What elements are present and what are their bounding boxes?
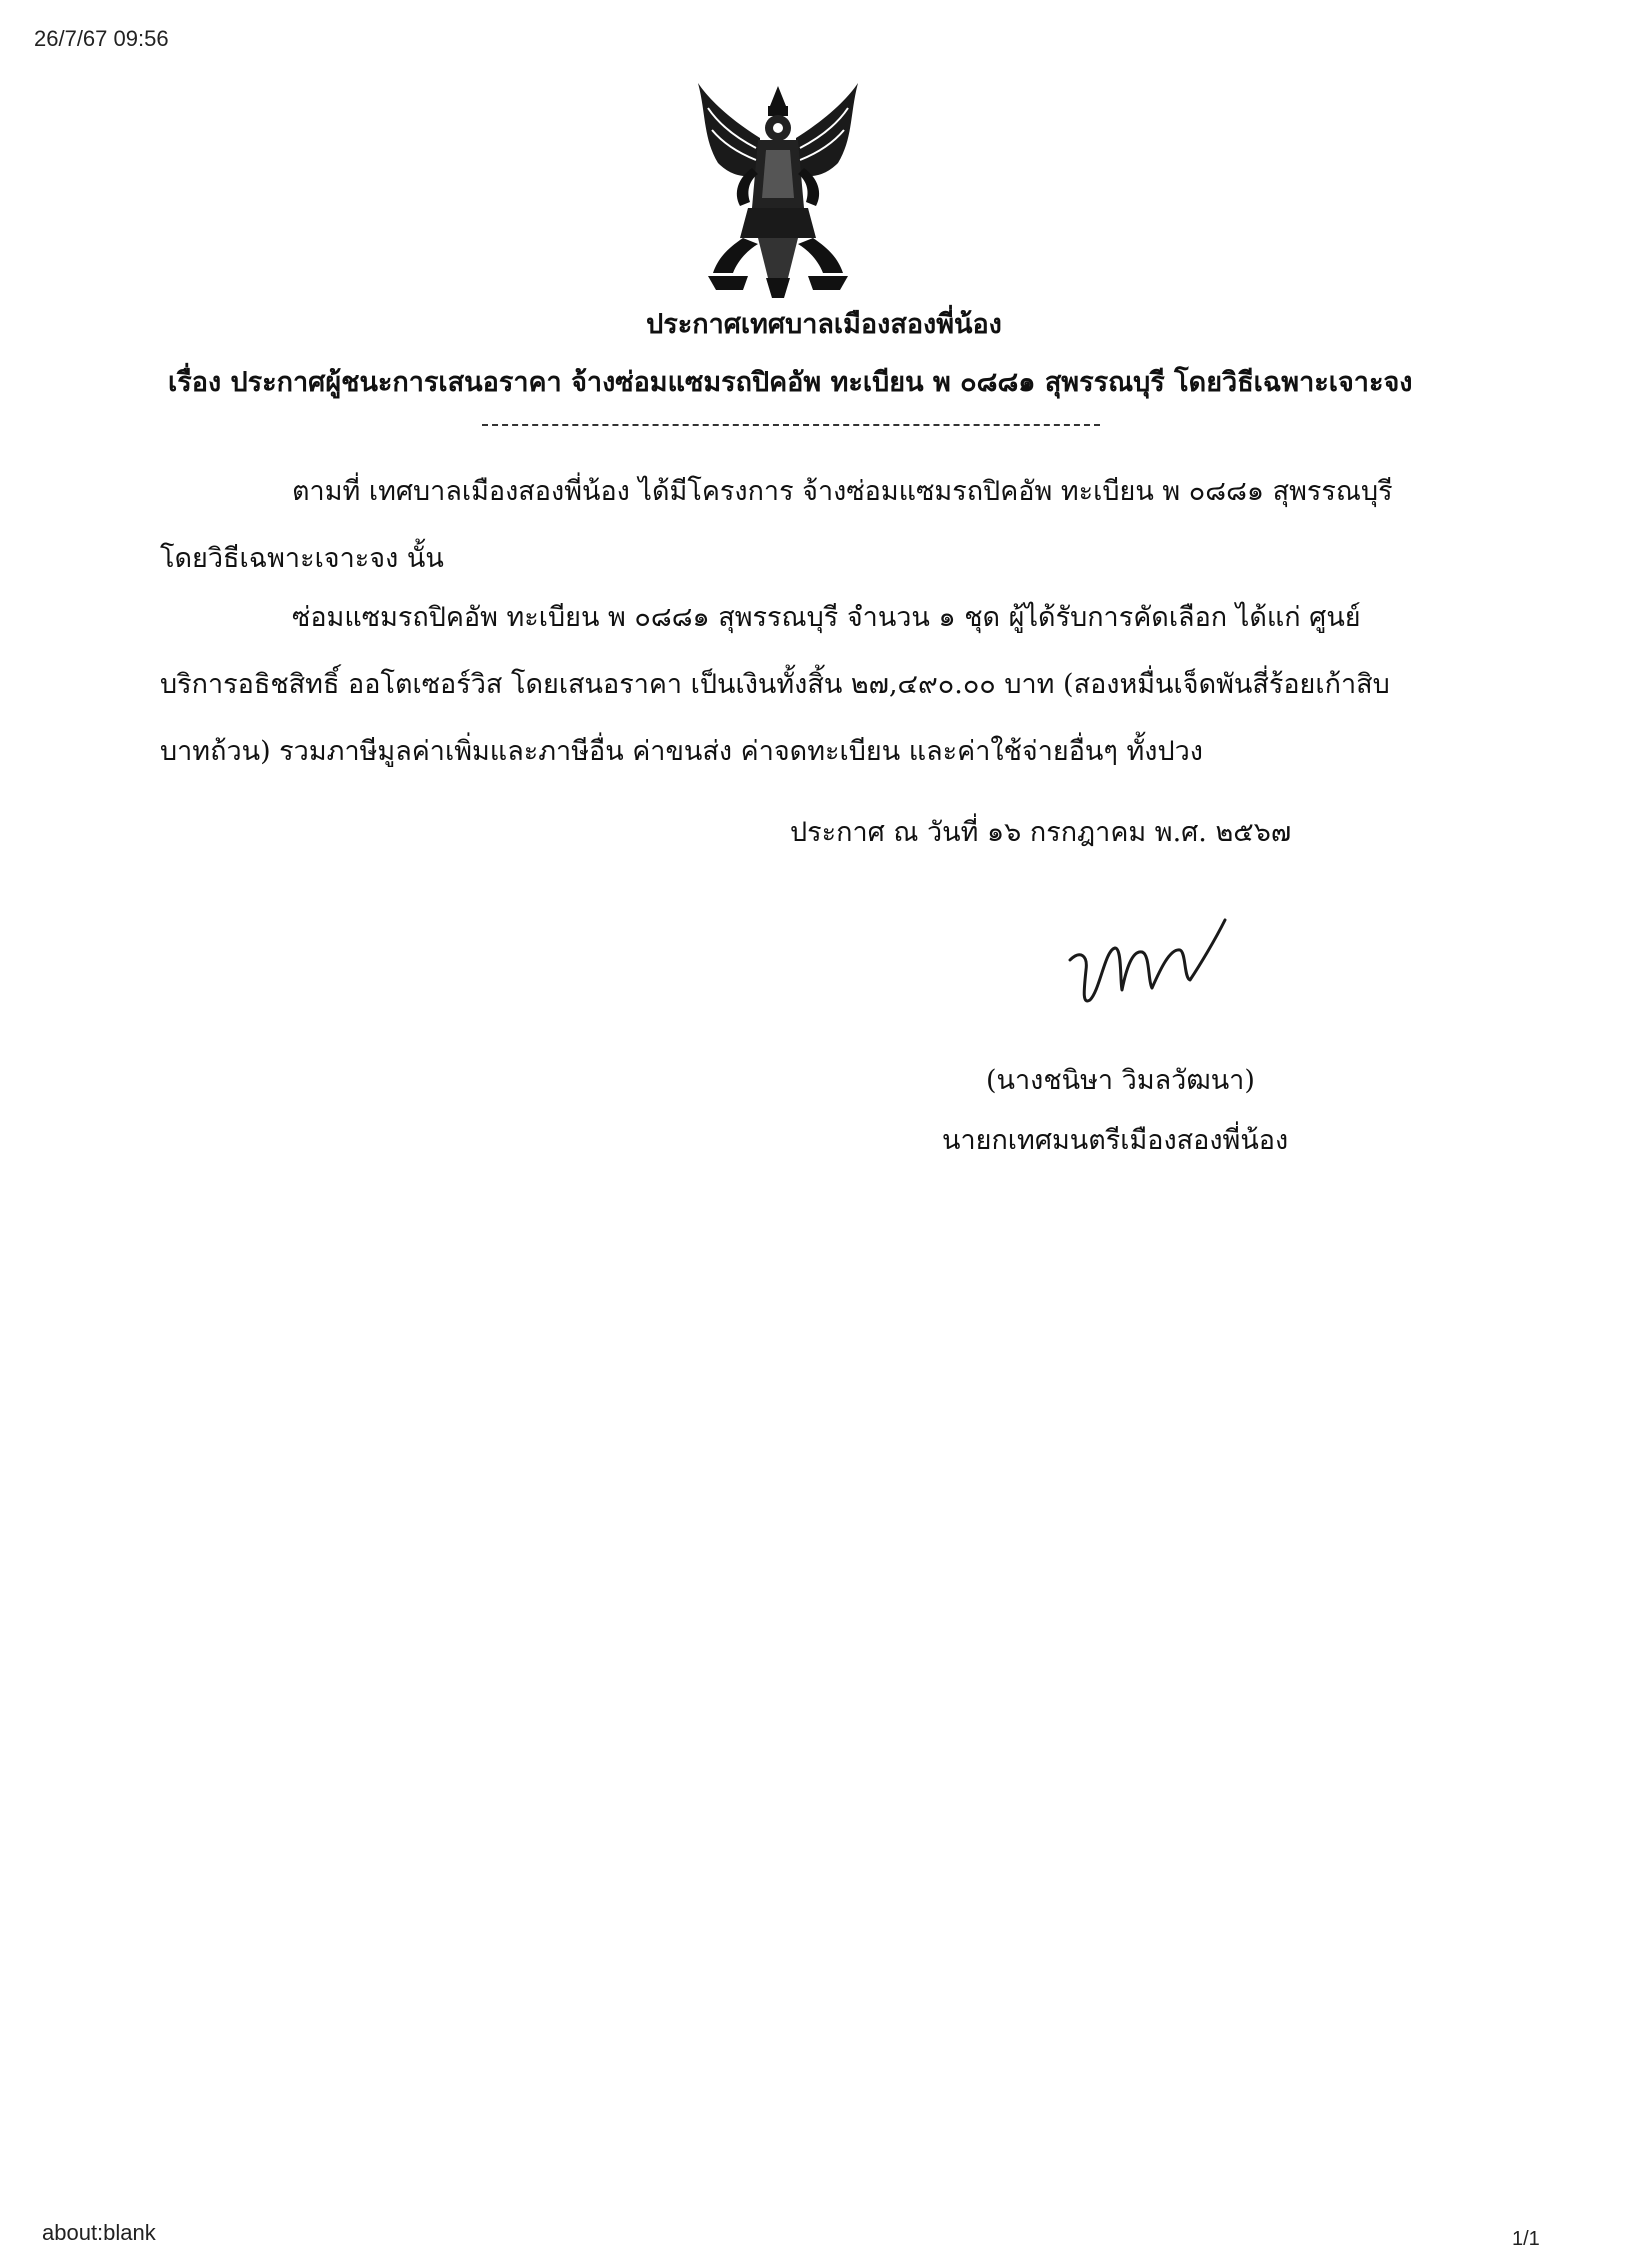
garuda-emblem bbox=[688, 78, 868, 303]
signature bbox=[1060, 910, 1240, 1020]
print-timestamp: 26/7/67 09:56 bbox=[34, 26, 169, 51]
document-subject: เรื่อง ประกาศผู้ชนะการเสนอราคา จ้างซ่อมแซมรถปิคอัพ ทะเบียน พ ๐๘๘๑ สุพรรณบุรี โดยวิธีเฉพาะเจาะจง bbox=[168, 367, 1413, 398]
signer-name: (นางชนิษา วิมลวัฒนา) bbox=[986, 1065, 1255, 1096]
print-footer-url: about:blank bbox=[42, 2220, 156, 2245]
body-paragraph-1: ตามที่ เทศบาลเมืองสองพี่น้อง ได้มีโครงการ จ้างซ่อมแซมรถปิคอัพ ทะเบียน พ ๐๘๘๑ สุพรรณบุรี โดยวิธีเฉพาะเจาะจง นั้น bbox=[160, 476, 1393, 574]
body-paragraph-2: ซ่อมแซมรถปิคอัพ ทะเบียน พ ๐๘๘๑ สุพรรณบุรี จำนวน ๑ ชุด ผู้ได้รับการคัดเลือก ได้แก่ ศูนย์บริการอธิชสิทธิ์ ออโตเซอร์วิส โดยเสนอราคา เป็นเงินทั้งสิ้น ๒๗,๔๙๐.๐๐ บาท (สองหมื่นเจ็ดพันสี่ร้อยเก้าสิบบาทถ้วน) รวมภาษีมูลค่าเพิ่มและภาษีอื่น ค่าขนส่ง ค่าจดทะเบียน และค่าใช้จ่ายอื่นๆ ทั้งปวง bbox=[160, 602, 1390, 767]
announcement-date: ประกาศ ณ วันที่ ๑๖ กรกฎาคม พ.ศ. ๒๕๖๗ bbox=[790, 817, 1292, 848]
signer-title: นายกเทศมนตรีเมืองสองพี่น้อง bbox=[942, 1125, 1289, 1156]
document-title: ประกาศเทศบาลเมืองสองพี่น้อง bbox=[646, 309, 1002, 340]
print-footer-page: 1/1 bbox=[1512, 2228, 1540, 2250]
divider bbox=[482, 424, 1100, 426]
